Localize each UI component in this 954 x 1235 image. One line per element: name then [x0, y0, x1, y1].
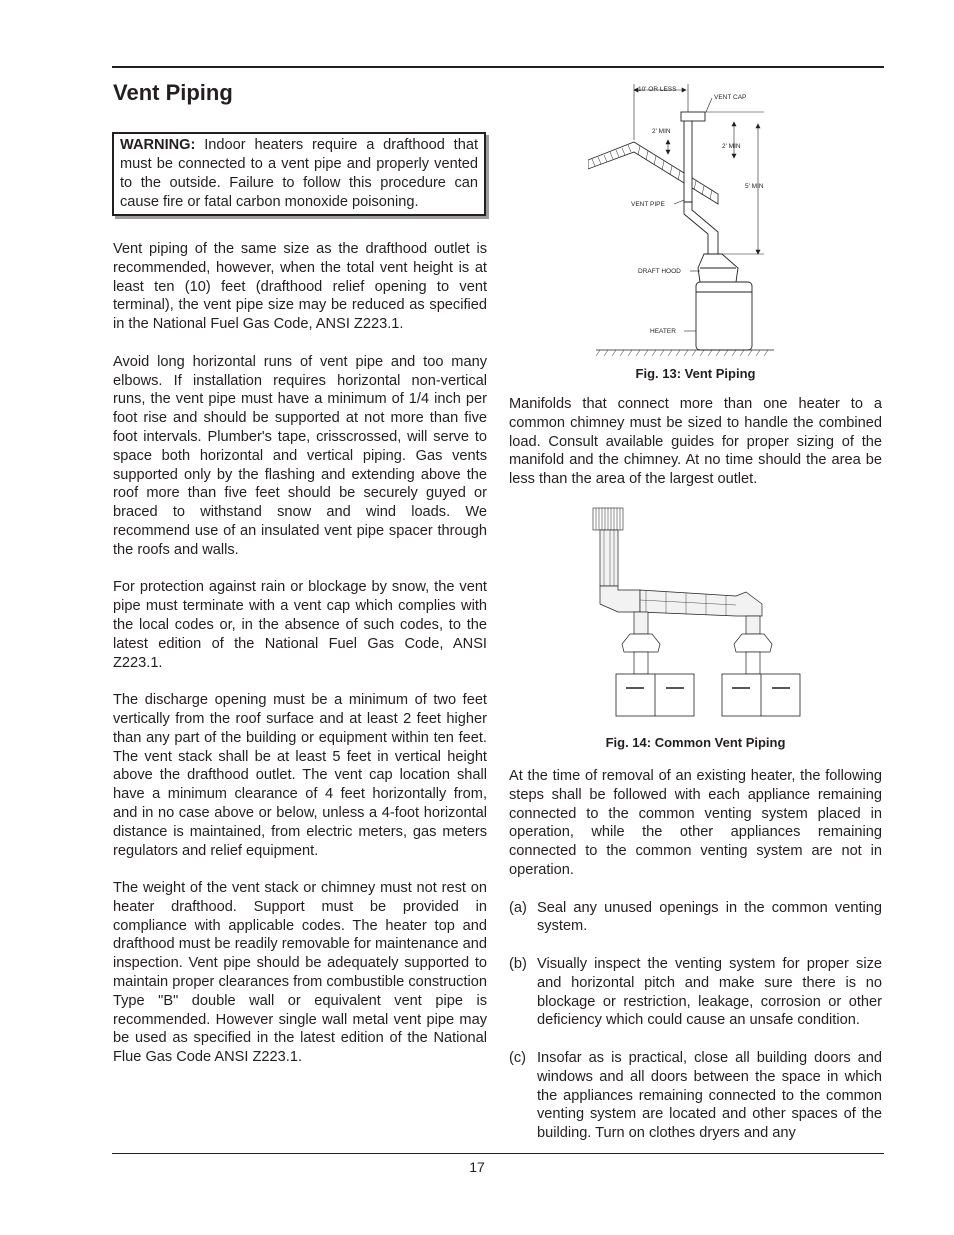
- step-text: Insofar as is practical, close all building doors and windows and all doors between the space in which the appliances remaining connected to the common venting system are located and other spaces of the building. Turn on clothes dryers and any: [537, 1049, 882, 1142]
- label-vent-pipe: VENT PIPE: [631, 201, 665, 208]
- warning-box: [112, 132, 486, 216]
- paragraph-discharge-opening: The discharge opening must be a minimum of two feet vertically from the roof surface and at least 2 feet higher than any part of the building or equipment within ten feet. The vent stack shall be at least 5 feet in vertical height above the drafthood outlet. The vent cap location shall have a minimum clearance of 4 feet horizontally from, and in no case above or below, unless a 4-foot horizontal distance is maintained, from electric meters, gas meters regulators and relief equipment.: [113, 692, 487, 859]
- vent-piping-diagram: [588, 82, 788, 362]
- common-vent-piping-diagram: [586, 500, 808, 722]
- manifold-pipe: [600, 530, 762, 634]
- paragraph-drafthood-size: Vent piping of the same size as the drafthood outlet is recommended, however, when the total vent height is at least ten (10) feet (drafthood relief opening to vent terminal), the vent pipe size may be reduced as specified in the National Fuel Gas Code, ANSI Z223.1.: [113, 241, 487, 333]
- label-two-min-roof: 2' MIN: [652, 128, 671, 135]
- vent-cap: [593, 508, 623, 530]
- step-label: (b): [509, 955, 527, 972]
- label-heater: HEATER: [650, 328, 676, 335]
- label-ten-or-less: 10' OR LESS: [638, 86, 677, 93]
- paragraph-manifolds: Manifolds that connect more than one heater to a common chimney must be sized to handle the combined load. Consult available guides for proper sizing of the manifold and the chimney. At no time should the area be less than the area of the largest outlet.: [509, 396, 882, 488]
- top-rule: [112, 66, 884, 68]
- figure-13-caption: Fig. 13: Vent Piping: [635, 366, 756, 381]
- right-column-top: [509, 395, 882, 508]
- bottom-rule: [112, 1153, 884, 1154]
- step-label: (a): [509, 899, 527, 916]
- label-five-min: 5' MIN: [745, 183, 764, 190]
- floor: [596, 350, 774, 356]
- draft-hoods: [622, 634, 772, 674]
- paragraph-heater-removal: At the time of removal of an existing heater, the following steps shall be followed with each appliance remaining connected to the common venting system placed in operation, while the other appliances remaining connected to the common venting system are not in operation.: [509, 768, 882, 878]
- paragraph-vent-stack-weight: The weight of the vent stack or chimney must not rest on heater drafthood. Support must be provided in compliance with applicable codes. The heater top and drafthood must be readily removable for maintenance and inspection. Vent pipe should be adequately supported to maintain proper clearances from combustible construction Type "B" double wall or equivalent vent pipe is recommended. However single wall metal vent pipe may be used as specified in the latest edition of the National Flue Gas Code ANSI Z223.1.: [113, 880, 487, 1066]
- label-two-min-building: 2' MIN: [722, 143, 741, 150]
- step-text: Visually inspect the venting system for proper size and horizontal pitch and make sure there is no blockage or restriction, leakage, corrosion or other deficiency which could cause an unsafe condition.: [537, 955, 882, 1029]
- right-column-bottom: [509, 767, 882, 1162]
- heaters: [616, 674, 800, 716]
- page-number: 17: [469, 1159, 485, 1175]
- label-draft-hood: DRAFT HOOD: [638, 268, 681, 275]
- step-text: Seal any unused openings in the common venting system.: [537, 899, 882, 935]
- label-vent-cap: VENT CAP: [714, 94, 747, 101]
- heater: [696, 282, 752, 350]
- draft-hood: [698, 254, 738, 282]
- left-column: [113, 240, 487, 1086]
- warning-label: WARNING:: [120, 137, 196, 153]
- step-item: [509, 955, 882, 1030]
- roof: [588, 142, 718, 204]
- step-item: [509, 899, 882, 937]
- step-label: (c): [509, 1049, 527, 1066]
- page-title: Vent Piping: [113, 80, 233, 105]
- step-item: [509, 1049, 882, 1143]
- warning-text: Indoor heaters require a drafthood that must be connected to a vent pipe and properly vented to the outside. Failure to follow this procedure can cause fire or fatal carbon monoxide poisoning.: [120, 137, 478, 210]
- figure-14-caption: Fig. 14: Common Vent Piping: [605, 735, 786, 750]
- paragraph-vent-cap: For protection against rain or blockage by snow, the vent pipe must terminate with a vent cap which complies with the local codes or, in the absence of such codes, to the latest edition of the National Fuel Gas Code, ANSI Z223.1.: [113, 579, 487, 671]
- paragraph-horizontal-runs: Avoid long horizontal runs of vent pipe and too many elbows. If installation requires horizontal non-vertical runs, the vent pipe must have a minimum of 1/4 inch per foot rise and should be supported at not more than five foot intervals. Plumber's tape, crisscrossed, will serve to space both horizontal and vertical piping. Gas vents supported only by the flashing and extending above the roof more than five feet should be securely guyed or braced to withstand snow and wind loads. We recommend use of an insulated vent pipe spacer through the roofs and walls.: [113, 353, 487, 558]
